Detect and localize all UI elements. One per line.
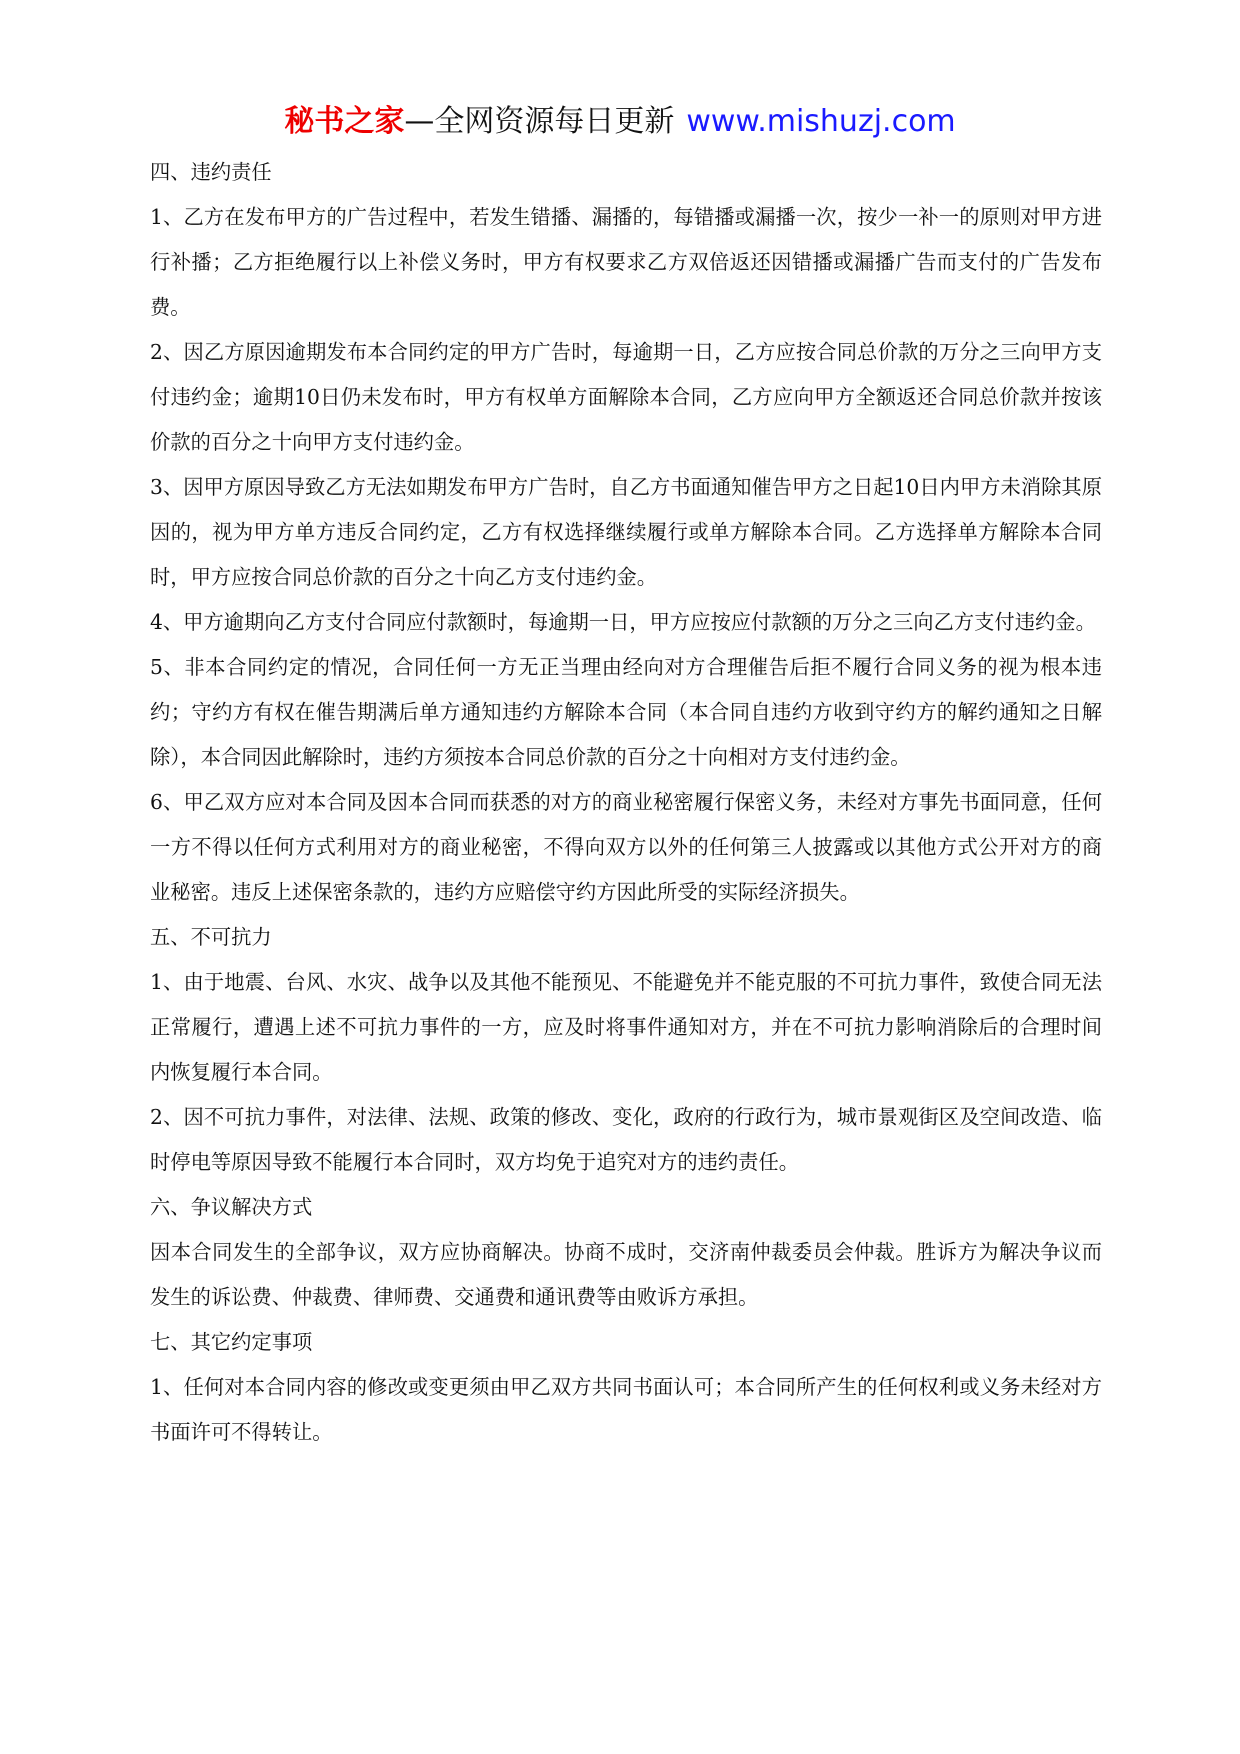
document-body [150, 150, 1102, 1455]
clause-7-1: 1、任何对本合同内容的修改或变更须由甲乙双方共同书面认可；本合同所产生的任何权利或义务未经对方书面许可不得转让。 [150, 1375, 1102, 1444]
clause-5-2: 2、因不可抗力事件，对法律、法规、政策的修改、变化，政府的行政行为，城市景观街区及空间改造、临时停电等原因导致不能履行本合同时，双方均免于追究对方的违约责任。 [150, 1105, 1102, 1174]
clause-4-4: 4、甲方逾期向乙方支付合同应付款额时，每逾期一日，甲方应按应付款额的万分之三向乙方支付违约金。 [150, 610, 1096, 634]
clause-4-3: 3、因甲方原因导致乙方无法如期发布甲方广告时，自乙方书面通知催告甲方之日起10日内甲方未消除其原因的，视为甲方单方违反合同约定，乙方有权选择继续履行或单方解除本合同。乙方选择单方解除本合同时，甲方应按合同总价款的百分之十向乙方支付违约金。 [150, 475, 1102, 589]
clause-4-5: 5、非本合同约定的情况，合同任何一方无正当理由经向对方合理催告后拒不履行合同义务的视为根本违约；守约方有权在催告期满后单方通知违约方解除本合同（本合同自违约方收到守约方的解约通知之日解除），本合同因此解除时，违约方须按本合同总价款的百分之十向相对方支付违约金。 [150, 655, 1102, 769]
section-heading-force-majeure: 五、不可抗力 [150, 925, 272, 949]
clause-4-6: 6、甲乙双方应对本合同及因本合同而获悉的对方的商业秘密履行保密义务，未经对方事先书面同意，任何一方不得以任何方式利用对方的商业秘密，不得向双方以外的任何第三人披露或以其他方式公开对方的商业秘密。违反上述保密条款的，违约方应赔偿守约方因此所受的实际经济损失。 [150, 790, 1102, 904]
clause-5-1: 1、由于地震、台风、水灾、战争以及其他不能预见、不能避免并不能克服的不可抗力事件，致使合同无法正常履行，遭遇上述不可抗力事件的一方，应及时将事件通知对方，并在不可抗力影响消除后的合理时间内恢复履行本合同。 [150, 970, 1102, 1084]
clause-4-2: 2、因乙方原因逾期发布本合同约定的甲方广告时，每逾期一日，乙方应按合同总价款的万分之三向甲方支付违约金；逾期10日仍未发布时，甲方有权单方面解除本合同，乙方应向甲方全额返还合同总价款并按该价款的百分之十向甲方支付违约金。 [150, 340, 1102, 454]
clause-4-1: 1、乙方在发布甲方的广告过程中，若发生错播、漏播的，每错播或漏播一次，按少一补一的原则对甲方进行补播；乙方拒绝履行以上补偿义务时，甲方有权要求乙方双倍返还因错播或漏播广告而支付的广告发布费。 [150, 205, 1102, 319]
section-heading-dispute: 六、争议解决方式 [150, 1195, 313, 1219]
section-heading-breach: 四、违约责任 [150, 160, 272, 184]
section-heading-other: 七、其它约定事项 [150, 1330, 313, 1354]
banner-slogan: —全网资源每日更新 [404, 104, 675, 139]
site-banner [0, 100, 1240, 144]
clause-6-1: 因本合同发生的全部争议，双方应协商解决。协商不成时，交济南仲裁委员会仲裁。胜诉方为解决争议而发生的诉讼费、仲裁费、律师费、交通费和通讯费等由败诉方承担。 [150, 1240, 1102, 1309]
banner-brand: 秘书之家 [284, 104, 405, 139]
banner-url-link[interactable]: www.mishuzj.com [686, 104, 956, 139]
